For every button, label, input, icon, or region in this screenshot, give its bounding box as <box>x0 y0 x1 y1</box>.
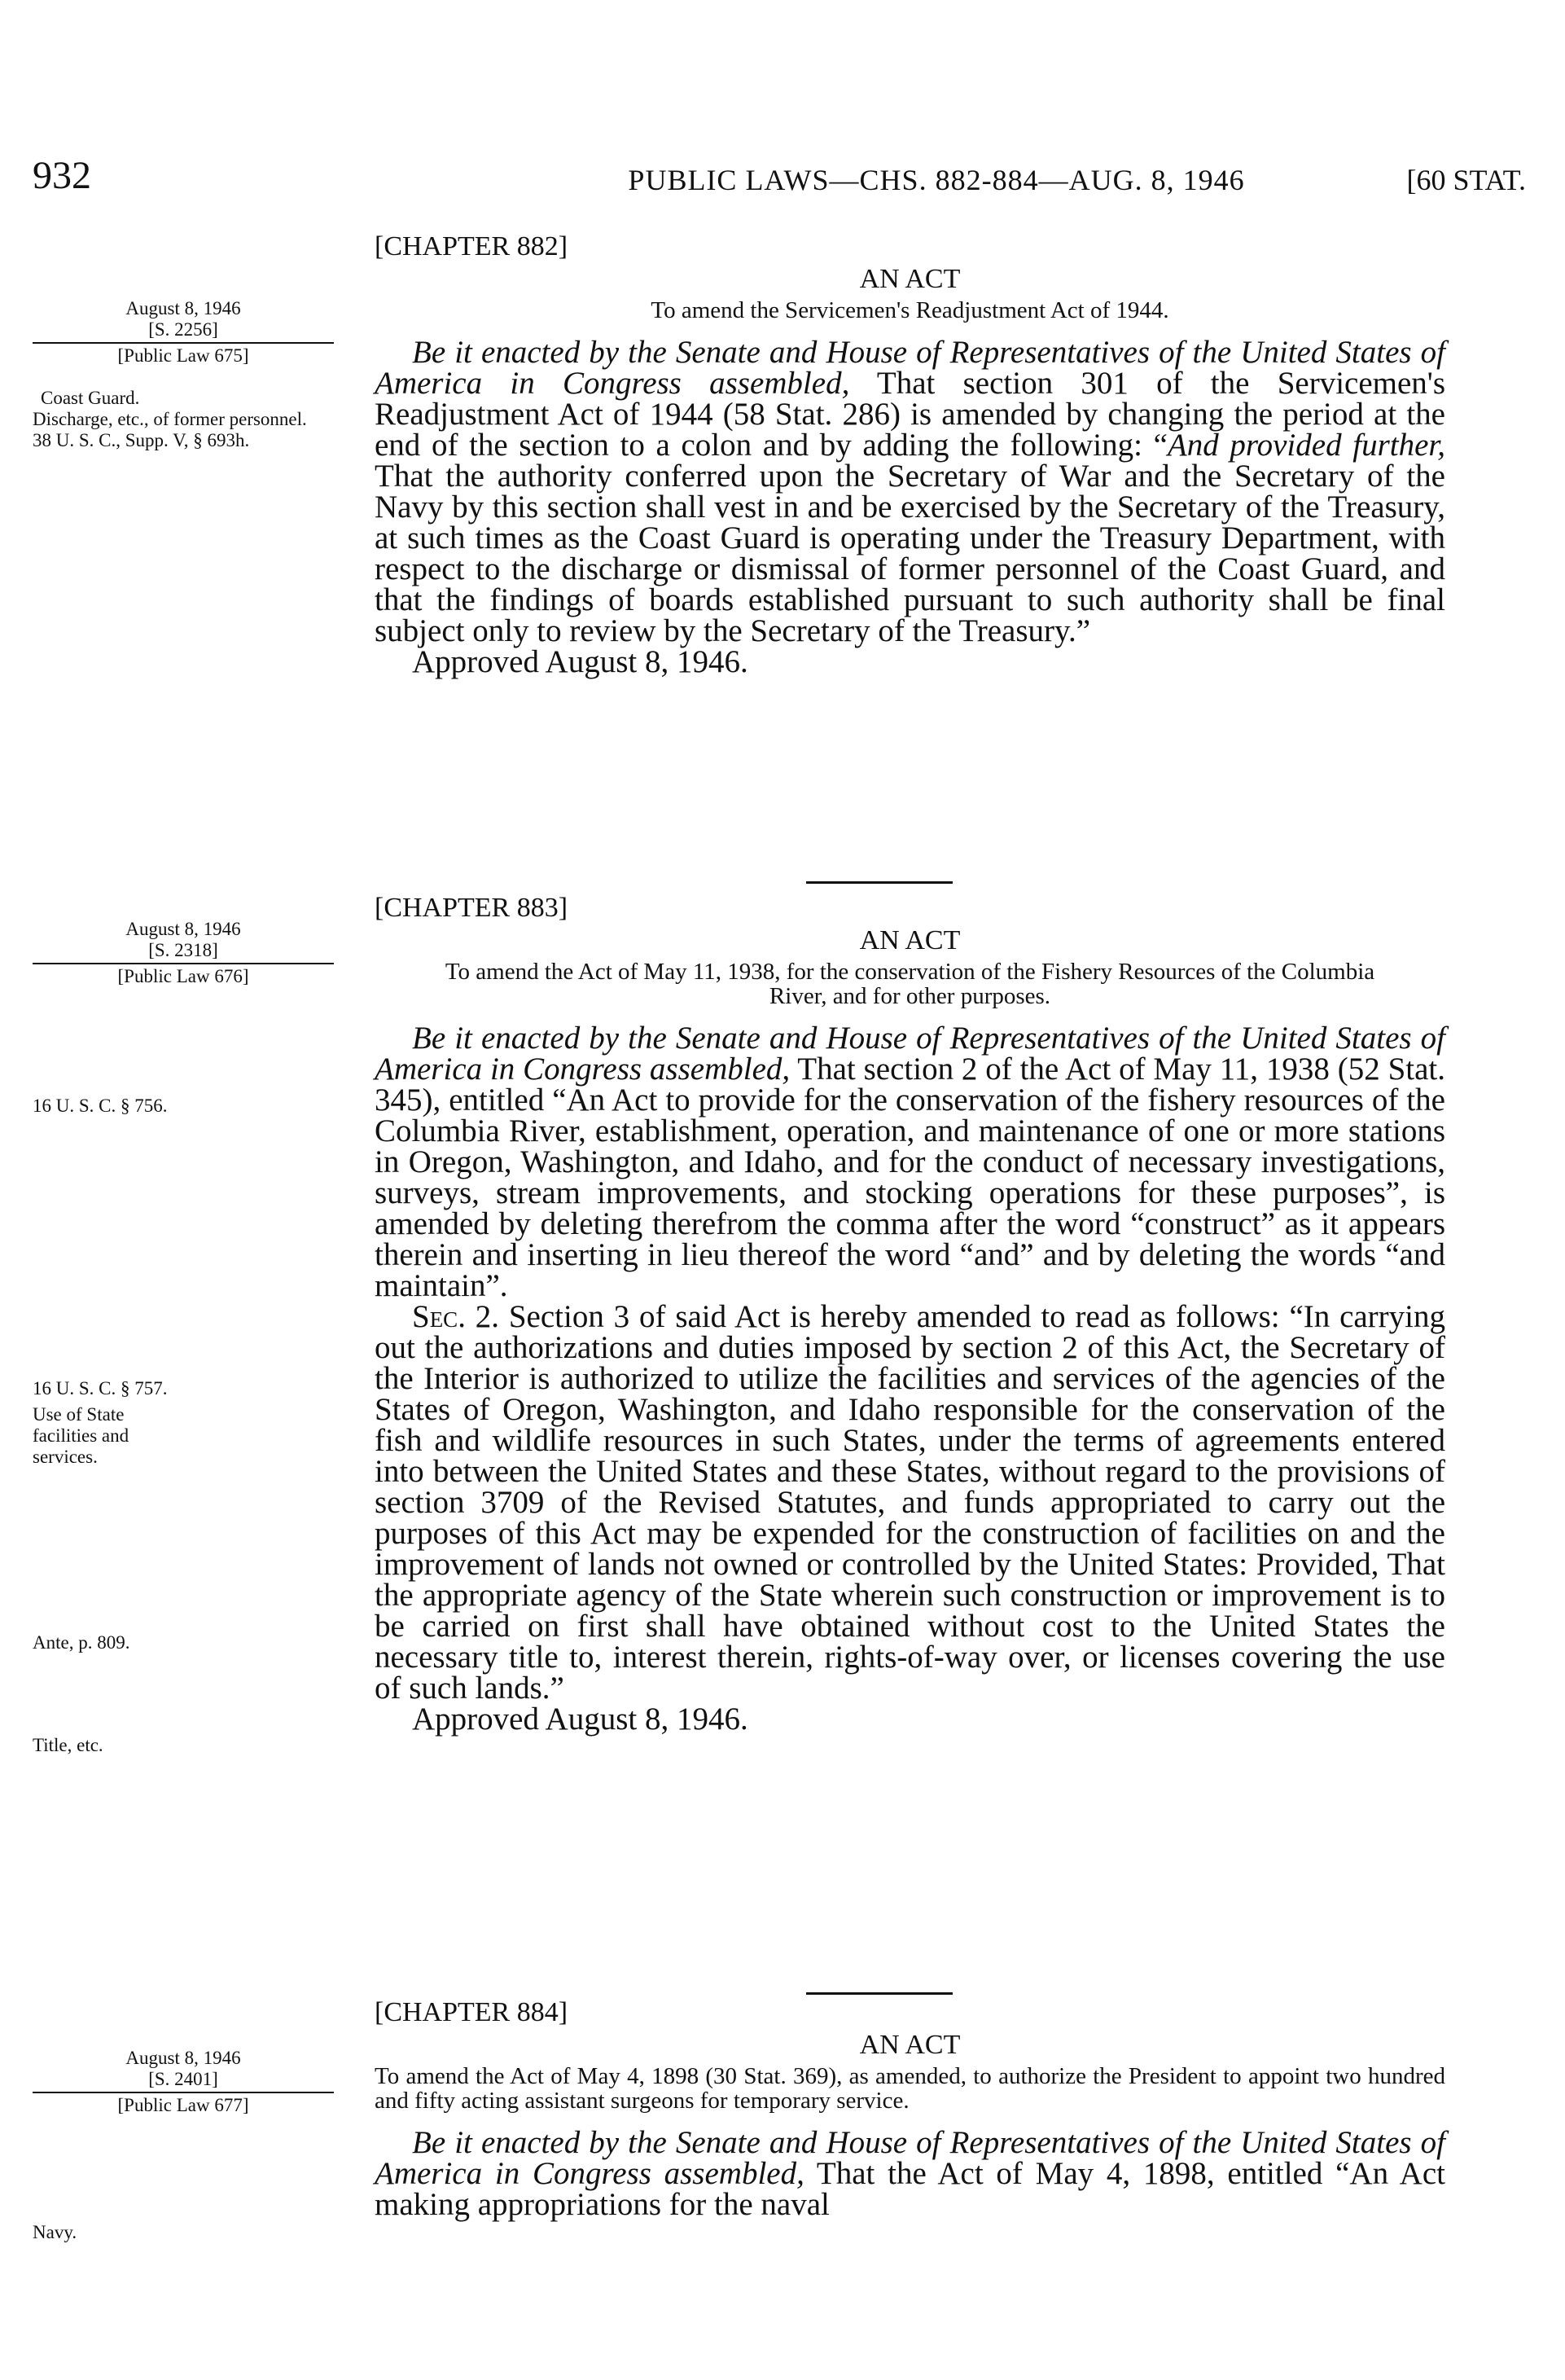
chapter-882 <box>375 231 1445 678</box>
act-text <box>375 2125 1445 2222</box>
act-text <box>375 1023 1445 1302</box>
chapter-heading: [CHAPTER 882] <box>375 231 568 261</box>
chapter-separator <box>806 1992 953 1995</box>
chapter-heading: [CHAPTER 883] <box>375 893 568 923</box>
margin-note: 16 U. S. C. § 757. <box>33 1378 168 1399</box>
enacting-clause: Be it enacted by the Senate and House of Representatives of the United States of America in Congress assembled, <box>375 1021 1445 1087</box>
chapter-883 <box>375 893 1445 1735</box>
enacting-clause: Be it enacted by the Senate and House of Representatives of the United States of America in Congress assembled, <box>375 335 1445 401</box>
margin-block-883 <box>33 919 334 987</box>
margin-date: August 8, 1946 <box>125 298 241 318</box>
act-text-part: That the authority conferred upon the Secretary of War and the Secretary of the Navy by this section shall vest in and be exercised by the Secretary of the Treasury, at such times as the Coast Guard is operating under the Treasury Department, with respect to the discharge or dismissal of former personnel of the Coast Guard, and that the findings of boards established pursuant to such authority shall be final subject only to review by the Secretary of the Treasury.” <box>375 459 1445 648</box>
margin-public-law: [Public Law 677] <box>117 2095 249 2115</box>
an-act-heading: AN ACT <box>859 264 961 294</box>
margin-block-884 <box>33 2048 334 2116</box>
volume-reference: [60 STAT. <box>1406 164 1526 196</box>
section-2 <box>375 1299 1445 1706</box>
margin-note: Navy. <box>33 2222 77 2242</box>
an-act-heading: AN ACT <box>859 2030 961 2060</box>
section-text-part: Section 3 of said Act is hereby amended to read as follows: “In carrying out the authorizations and duties imposed by section 2 of this Act, the Secretary of the Interior is authorized to utilize the facilities and services of the agencies of the States of Oregon, Washington, and Idaho responsible for the conservation of the fish and wildlife resources in such States, under the terms of agreements entered into between the United States and these States, without regard to the provisions of section 3709 of the Revised Statutes, and funds appropriated to carry out the purposes of this Act may be expended for the construction of facilities on and the improvement of lands not owned or controlled by the United States: <box>375 1299 1445 1582</box>
margin-note: Discharge, etc., of former personnel. <box>33 409 307 429</box>
enacting-clause: Be it enacted by the Senate and House of Representatives of the United States of America in Congress assembled, <box>375 2125 1445 2191</box>
margin-public-law: [Public Law 676] <box>117 966 249 986</box>
margin-note: Title, etc. <box>33 1735 103 1755</box>
section-label: Sec. 2. <box>412 1299 500 1334</box>
margin-divider <box>33 2092 334 2093</box>
act-text-part: That the Act of May 4, 1898, entitled “An Act making appropriations for the naval <box>375 2156 1445 2222</box>
margin-notes-882 <box>33 388 326 451</box>
margin-note: Use of State facilities and services. <box>33 1404 129 1467</box>
approval-date: Approved August 8, 1946. <box>412 644 748 679</box>
margin-note: 38 U. S. C., Supp. V, § 693h. <box>33 430 250 450</box>
margin-date: August 8, 1946 <box>125 919 241 939</box>
act-purpose: To amend the Act of May 11, 1938, for the conservation of the Fishery Resources of the Columbia River, and for other purposes. <box>445 959 1375 1009</box>
margin-public-law: [Public Law 675] <box>117 345 249 366</box>
margin-bill: [S. 2256] <box>148 319 218 340</box>
margin-block-882 <box>33 298 334 367</box>
margin-note: Coast Guard. <box>41 388 140 408</box>
act-purpose: To amend the Act of May 4, 1898 (30 Stat. 369), as amended, to authorize the President to appoint two hundred and fifty acting assistant surgeons for temporary service. <box>375 2063 1445 2114</box>
margin-date: August 8, 1946 <box>125 2048 241 2068</box>
approval-date: Approved August 8, 1946. <box>412 1702 748 1737</box>
act-text-part: That section 301 of the Servicemen's Readjustment Act of 1944 (58 Stat. 286) is amended by changing the period at the end of the section to a colon and by adding the following: “ <box>375 366 1445 463</box>
margin-bill: [S. 2401] <box>148 2069 218 2089</box>
page-number: 932 <box>33 154 91 197</box>
margin-divider <box>33 963 334 964</box>
proviso: And provided further, <box>1167 428 1445 463</box>
margin-bill: [S. 2318] <box>148 940 218 960</box>
running-title: PUBLIC LAWS—CHS. 882-884—AUG. 8, 1946 <box>628 164 1245 196</box>
act-text-part: That section 2 of the Act of May 11, 1938 (52 Stat. 345), entitled “An Act to provide for the conservation of the fishery resources of the Columbia River, establishment, operation, and maintenance of one or more stations in Oregon, Washington, and Idaho, and for the conduct of necessary investigations, surveys, stream improvements, and stocking operations for these purposes”, is amended by deleting therefrom the comma after the word “construct” as it appears therein and inserting in lieu thereof the word “and” and by deleting the words “and maintain”. <box>375 1052 1445 1303</box>
margin-note: Ante, p. 809. <box>33 1632 130 1653</box>
an-act-heading: AN ACT <box>859 925 961 955</box>
proviso: Provided, <box>1256 1547 1379 1582</box>
section-text-part: That the appropriate agency of the State wherein such construction or improvement is to be carried on first shall have obtained without cost to the United States the necessary title to, interest therein, rights-of-way over, or licenses covering the use of such lands.” <box>375 1547 1445 1706</box>
chapter-separator <box>806 881 953 884</box>
chapter-884 <box>375 1997 1445 2220</box>
chapter-heading: [CHAPTER 884] <box>375 1997 568 2027</box>
act-text <box>375 337 1445 647</box>
act-purpose: To amend the Servicemen's Readjustment Act of 1944. <box>651 297 1169 323</box>
margin-divider <box>33 342 334 344</box>
margin-note: 16 U. S. C. § 756. <box>33 1096 168 1116</box>
